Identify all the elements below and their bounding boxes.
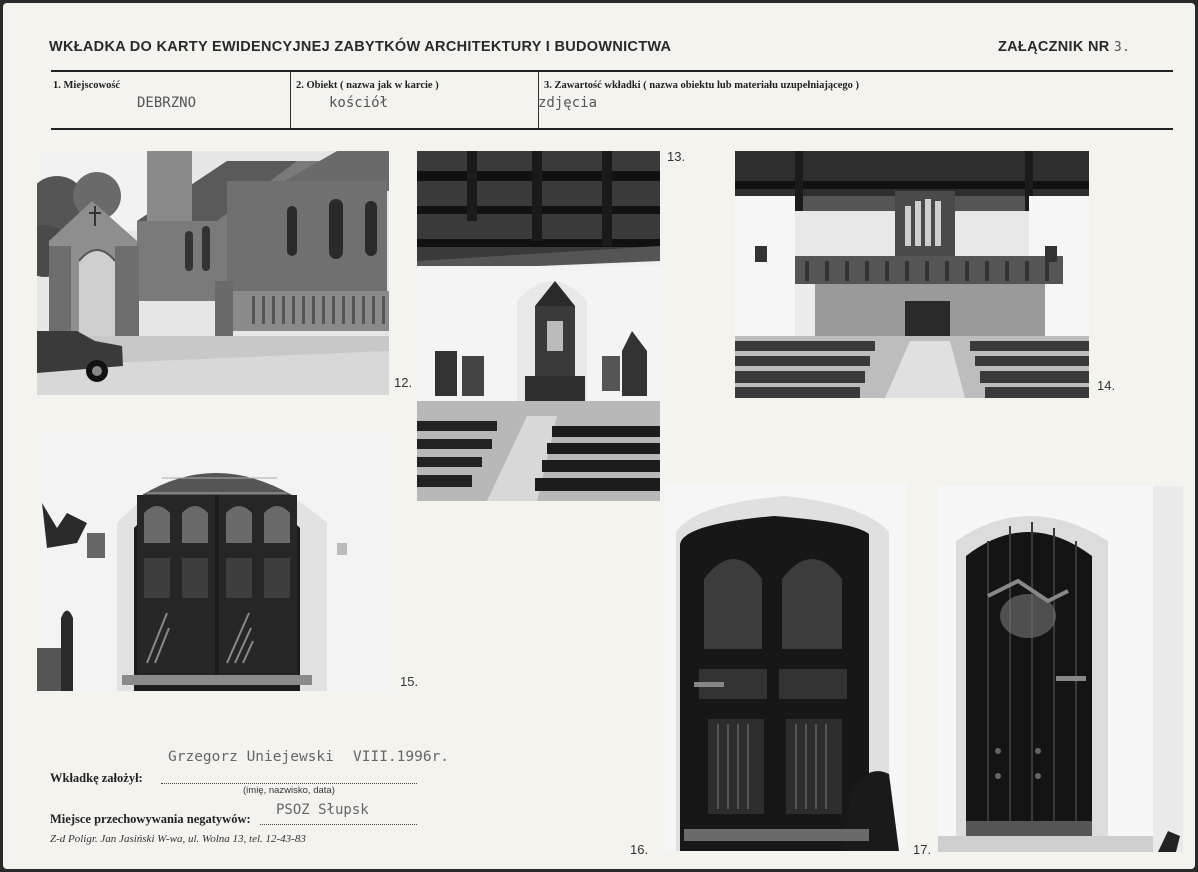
inventory-insert-sheet [3, 3, 1195, 869]
photo-paneled-door [664, 484, 907, 851]
author-label: Wkładkę założył: [50, 771, 143, 785]
photo-nave-organ [735, 151, 1089, 398]
author-dotted-line [161, 783, 417, 784]
locality-value: DEBRZNO [137, 95, 197, 111]
contents-value: zdjęcia [538, 95, 598, 111]
photo-number-16: 16. [630, 842, 649, 857]
negatives-label: Miejsce przechowywania negatywów: [50, 812, 251, 826]
annex-label-text: ZAŁĄCZNIK NR [998, 39, 1110, 55]
photo-number-12: 12. [394, 375, 413, 390]
photo-number-15: 15. [400, 674, 419, 689]
photo-main-door [37, 433, 390, 691]
object-value: kościół [329, 95, 389, 111]
object-label: 2. Obiekt ( nazwa jak w karcie ) [296, 80, 439, 91]
photo-nave-altar [417, 151, 660, 501]
photo-plank-door [938, 486, 1183, 852]
negatives-typed: PSOZ Słupsk [276, 802, 369, 818]
locality-label: 1. Miejscowość [53, 80, 121, 91]
printer-imprint: Z-d Poligr. Jan Jasiński W-wa, ul. Wolna 13, tel. 12-43-83 [50, 833, 306, 845]
photo-number-17: 17. [913, 842, 932, 857]
negatives-dotted-line [260, 824, 417, 825]
contents-label: 3. Zawartość wkładki ( nazwa obiektu lub materiału uzupełniającego ) [544, 80, 860, 91]
annex-number: 3. [1113, 40, 1131, 55]
document-title: WKŁADKA DO KARTY EWIDENCYJNEJ ZABYTKÓW ARCHITEKTURY I BUDOWNICTWA [49, 39, 672, 55]
photo-church-exterior [37, 151, 389, 395]
author-typed: Grzegorz Uniejewski [168, 749, 334, 765]
header-bottom-rule [51, 128, 1173, 130]
header-top-rule [51, 70, 1173, 72]
annex-label [998, 39, 1130, 55]
photo-number-13: 13. [667, 149, 686, 164]
photo-number-14: 14. [1097, 378, 1116, 393]
author-hint: (imię, nazwisko, data) [243, 785, 335, 796]
date-typed: VIII.1996r. [353, 749, 450, 765]
field-divider-1 [290, 72, 291, 128]
